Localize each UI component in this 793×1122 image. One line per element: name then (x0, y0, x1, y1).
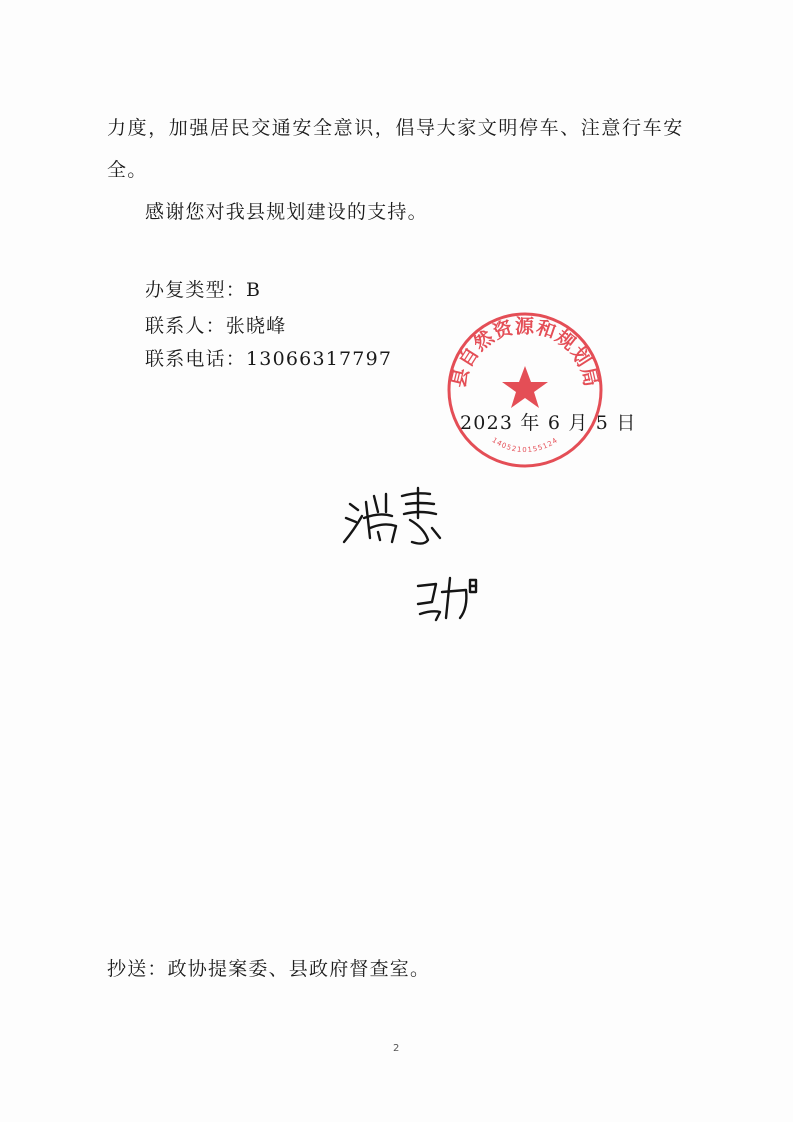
contact-person: 联系人：张晓峰 (145, 315, 287, 337)
handwritten-signature-1 (340, 482, 450, 552)
body-line-1: 力度，加强居民交通安全意识，倡导大家文明停车、注意行车安 (107, 117, 684, 139)
star-icon (502, 366, 548, 408)
contact-phone: 联系电话：13066317797 (145, 348, 393, 370)
svg-text:县自然资源和规划局: 县自然资源和规划局 (447, 315, 603, 390)
signing-date: 2023 年 6 月 5 日 (460, 412, 637, 434)
page-number: 2 (393, 1043, 400, 1054)
handwritten-signature-2 (410, 572, 490, 622)
reply-type: 办复类型：B (145, 279, 262, 301)
body-line-2: 全。 (107, 159, 148, 181)
svg-text:1405210155124: 1405210155124 (490, 436, 560, 455)
cc-line: 抄送：政协提案委、县政府督查室。 (107, 958, 431, 980)
thanks-line: 感谢您对我县规划建设的支持。 (145, 201, 428, 223)
official-seal (445, 310, 605, 470)
